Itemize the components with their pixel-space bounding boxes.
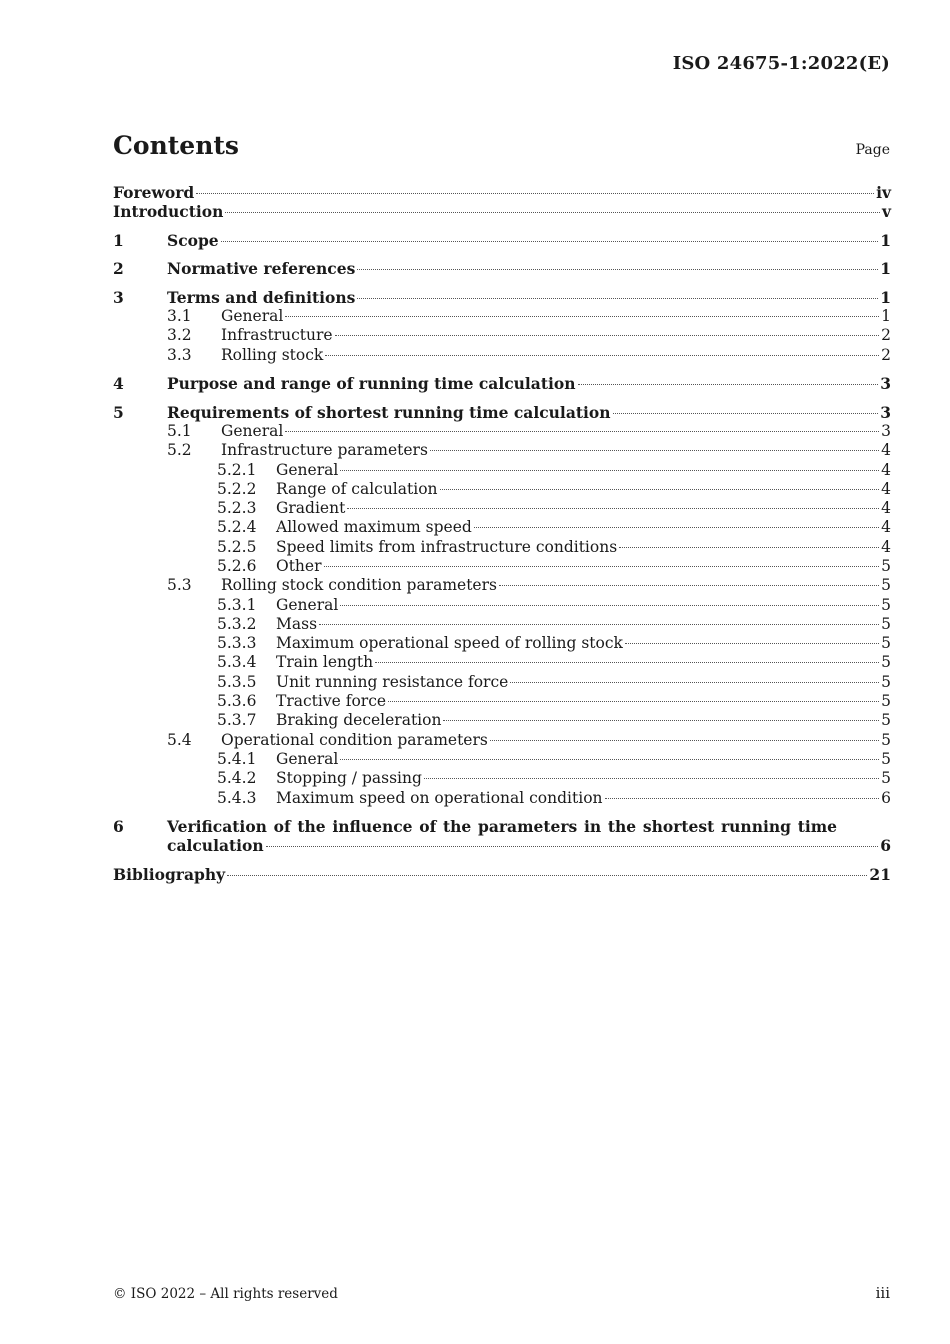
- footer-copyright: © ISO 2022 – All rights reserved: [113, 1286, 338, 1302]
- dot-leader: [619, 546, 879, 548]
- toc-entry-page: 6: [880, 836, 891, 856]
- dot-leader: [357, 268, 878, 270]
- toc-entry-number: 6: [113, 817, 124, 837]
- toc-entry-number: 5.4: [167, 730, 192, 749]
- toc-entry-page: iv: [876, 183, 891, 202]
- dot-leader: [510, 681, 879, 683]
- toc-entry-page: 3: [880, 402, 891, 422]
- toc-entry-title: General: [221, 421, 284, 440]
- toc-entry-number: 5.1: [167, 421, 192, 440]
- toc-entry-number: 5: [113, 402, 124, 422]
- toc-entry-number: 5.3.2: [217, 614, 257, 633]
- dot-leader: [443, 719, 879, 721]
- toc-entry[interactable]: [113, 259, 891, 278]
- toc-subsubentry[interactable]: [113, 750, 891, 769]
- toc-entry-title: Infrastructure parameters: [221, 441, 428, 460]
- toc-entry-title: General: [276, 749, 339, 768]
- toc-entry-page: 5: [881, 730, 891, 749]
- toc-entry-number: 5.3.1: [217, 595, 257, 614]
- toc-entry-title: Purpose and range of running time calculation: [167, 374, 576, 394]
- toc-subsubentry[interactable]: [113, 480, 891, 499]
- toc-subsubentry[interactable]: [113, 518, 891, 537]
- toc-entry-title: Scope: [167, 230, 219, 250]
- toc-entry-page: 5: [881, 769, 891, 788]
- toc-entry-number: 5.2.4: [217, 518, 257, 537]
- toc-entry[interactable]: [113, 231, 891, 250]
- dot-leader: [340, 604, 879, 606]
- dot-leader: [440, 488, 880, 490]
- toc-subsubentry[interactable]: [113, 499, 891, 518]
- toc-entry-title: Terms and definitions: [167, 287, 356, 307]
- toc-entry-number: 5.4.3: [217, 788, 257, 807]
- toc-entry-title: Introduction: [113, 202, 224, 222]
- toc-subsubentry[interactable]: [113, 461, 891, 480]
- toc-entry-title: Gradient: [276, 499, 346, 518]
- toc-entry-page: 5: [881, 614, 891, 633]
- dot-leader: [578, 383, 879, 385]
- dot-leader: [319, 623, 879, 625]
- dot-leader: [285, 315, 879, 317]
- dot-leader: [325, 354, 879, 356]
- toc-entry-title: Maximum speed on operational condition: [276, 788, 603, 807]
- toc-entry-page: 3: [880, 374, 891, 394]
- toc-entry-page: 5: [881, 692, 891, 711]
- toc-entry-page: 2: [881, 326, 891, 345]
- toc-entry-title: Operational condition parameters: [221, 730, 488, 749]
- toc-subsubentry[interactable]: [113, 615, 891, 634]
- toc-entry-page: 1: [880, 230, 891, 250]
- toc-entry-title: Verification of the influence of the parameters in the shortest running time: [167, 817, 837, 837]
- toc-entry-page: 4: [881, 537, 891, 556]
- dot-leader: [388, 700, 879, 702]
- dot-leader: [221, 240, 879, 242]
- toc-subsubentry[interactable]: [113, 769, 891, 788]
- toc-entry-page: 1: [880, 287, 891, 307]
- toc-entry-title-continuation: calculation: [167, 836, 264, 856]
- toc-entry-title: Stopping / passing: [276, 769, 422, 788]
- toc-entry-title: Speed limits from infrastructure conditions: [276, 537, 618, 556]
- toc-subsubentry[interactable]: [113, 634, 891, 653]
- toc-subentry[interactable]: [113, 441, 891, 460]
- toc-entry-title: Normative references: [167, 259, 356, 279]
- toc-entry-page: 4: [881, 499, 891, 518]
- dot-leader: [625, 642, 879, 644]
- toc-subsubentry[interactable]: [113, 711, 891, 730]
- toc-entry[interactable]: [113, 183, 891, 202]
- toc-subsubentry[interactable]: [113, 538, 891, 557]
- toc-subsubentry[interactable]: [113, 673, 891, 692]
- toc-entry-page: 6: [881, 788, 891, 807]
- toc-entry-page: 5: [881, 556, 891, 575]
- page-column-label: Page: [855, 142, 890, 158]
- toc-subentry[interactable]: [113, 576, 891, 595]
- toc-entry-number: 4: [113, 374, 124, 394]
- toc-entry-title: Mass: [276, 614, 318, 633]
- toc-entry-number: 3.2: [167, 326, 192, 345]
- toc-entry-title: General: [221, 307, 284, 326]
- toc-entry-number: 5.2.2: [217, 479, 257, 498]
- dot-leader: [285, 430, 879, 432]
- toc-entry-title: Tractive force: [276, 692, 387, 711]
- dot-leader: [340, 469, 879, 471]
- dot-leader: [613, 412, 879, 414]
- toc-entry-title: Rolling stock condition parameters: [221, 576, 497, 595]
- toc-entry-number: 5.2.3: [217, 499, 257, 518]
- toc-entry[interactable]: [113, 403, 891, 422]
- toc-entry-page: 4: [881, 460, 891, 479]
- dot-leader: [490, 739, 879, 741]
- toc-entry-page: 4: [881, 518, 891, 537]
- toc-entry[interactable]: [113, 202, 891, 221]
- dot-leader: [424, 777, 879, 779]
- toc-entry-number: 5.3: [167, 576, 192, 595]
- toc-entry-title: Bibliography: [113, 864, 226, 884]
- footer-page-number: iii: [875, 1284, 890, 1302]
- dot-leader: [266, 845, 879, 847]
- toc-entry-title: General: [276, 595, 339, 614]
- dot-leader: [225, 211, 880, 213]
- toc-entry-title: General: [276, 460, 339, 479]
- toc-subentry[interactable]: [113, 326, 891, 345]
- toc-entry-page: 5: [881, 595, 891, 614]
- toc-entry-page: 4: [881, 441, 891, 460]
- toc-entry-number: 5.2.5: [217, 537, 257, 556]
- toc-entry-page: 2: [881, 345, 891, 364]
- toc-subsubentry[interactable]: [113, 596, 891, 615]
- toc-entry-title: Train length: [276, 653, 374, 672]
- toc-entry-title: Infrastructure: [221, 326, 333, 345]
- dot-leader: [499, 584, 879, 586]
- toc-entry[interactable]: [113, 288, 891, 307]
- dot-leader: [605, 797, 880, 799]
- toc-entry-number: 5.3.3: [217, 634, 257, 653]
- toc-entry-page: 4: [881, 479, 891, 498]
- toc-entry-page: 1: [881, 307, 891, 326]
- toc-entry-number: 5.2.6: [217, 556, 257, 575]
- toc-subsubentry[interactable]: [113, 692, 891, 711]
- toc-entry-number: 1: [113, 230, 124, 250]
- toc-entry-title: Foreword: [113, 183, 195, 202]
- toc-subentry[interactable]: [113, 422, 891, 441]
- toc-subentry[interactable]: [113, 346, 891, 365]
- toc-subentry[interactable]: [113, 307, 891, 326]
- dot-leader: [474, 526, 879, 528]
- toc-entry-page: 5: [881, 634, 891, 653]
- toc-entry-page: 21: [869, 864, 891, 884]
- toc-entry-title: Maximum operational speed of rolling stock: [276, 634, 623, 653]
- toc-subentry[interactable]: [113, 731, 891, 750]
- dot-leader: [227, 874, 867, 876]
- toc-entry-title: Rolling stock: [221, 345, 324, 364]
- toc-entry-number: 5.4.1: [217, 749, 257, 768]
- dot-leader: [335, 334, 880, 336]
- toc-entry-number: 2: [113, 259, 124, 279]
- dot-leader: [324, 565, 880, 567]
- toc-entry-number: 3.3: [167, 345, 192, 364]
- toc-entry-page: v: [881, 202, 891, 222]
- toc-entry-page: 3: [881, 421, 891, 440]
- dot-leader: [347, 507, 879, 509]
- toc-entry-title: Range of calculation: [276, 479, 438, 498]
- table-of-contents: [113, 183, 891, 884]
- document-id: ISO 24675-1:2022(E): [672, 53, 890, 74]
- toc-entry-number: 5.4.2: [217, 769, 257, 788]
- dot-leader: [375, 661, 879, 663]
- toc-entry-page: 5: [881, 672, 891, 691]
- toc-entry[interactable]: [113, 374, 891, 393]
- toc-entry-page: 5: [881, 653, 891, 672]
- toc-entry-number: 5.3.6: [217, 692, 257, 711]
- toc-entry-page: 5: [881, 711, 891, 730]
- toc-subsubentry[interactable]: [113, 789, 891, 808]
- toc-entry-title: Other: [276, 556, 322, 575]
- dot-leader: [340, 758, 879, 760]
- toc-entry-title: Requirements of shortest running time calculation: [167, 402, 611, 422]
- contents-heading: Contents: [113, 131, 240, 160]
- toc-entry-title: Unit running resistance force: [276, 672, 509, 691]
- toc-entry-number: 3: [113, 287, 124, 307]
- toc-entry-number: 5.2.1: [217, 460, 257, 479]
- toc-entry-number: 3.1: [167, 307, 192, 326]
- toc-entry-page: 5: [881, 749, 891, 768]
- dot-leader: [430, 449, 879, 451]
- toc-entry-title: Braking deceleration: [276, 711, 442, 730]
- toc-entry[interactable]: [113, 865, 891, 884]
- toc-entry-page: 5: [881, 576, 891, 595]
- toc-entry-page: 1: [880, 259, 891, 279]
- toc-entry-number: 5.3.7: [217, 711, 257, 730]
- toc-entry[interactable]: [113, 817, 891, 856]
- dot-leader: [196, 192, 874, 194]
- toc-entry-number: 5.3.4: [217, 653, 257, 672]
- dot-leader: [357, 297, 878, 299]
- toc-entry-number: 5.3.5: [217, 672, 257, 691]
- toc-subsubentry[interactable]: [113, 653, 891, 672]
- toc-entry-title: Allowed maximum speed: [276, 518, 472, 537]
- toc-subsubentry[interactable]: [113, 557, 891, 576]
- toc-entry-number: 5.2: [167, 441, 192, 460]
